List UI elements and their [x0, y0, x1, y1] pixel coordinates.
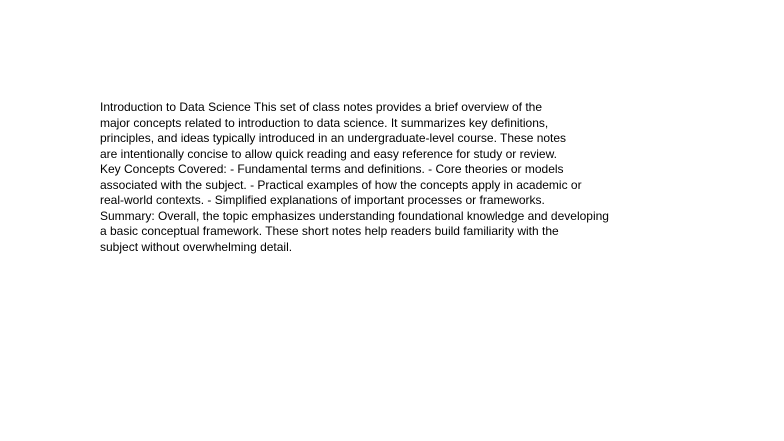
text-line-10: subject without overwhelming detail. — [100, 239, 293, 254]
text-line-2: major concepts related to introduction to data science. It summarizes key definitions, — [100, 115, 549, 130]
text-line-7: real-world contexts. - Simplified explanations of important processes or frameworks. — [100, 193, 545, 207]
text-line-4: are intentionally concise to allow quick reading and easy reference for study or review. — [100, 146, 557, 161]
text-line-1: Introduction to Data Science This set of class notes provides a brief overview of the — [100, 100, 543, 114]
text-line-8: Summary: Overall, the topic emphasizes understanding foundational knowledge and developing — [100, 208, 609, 223]
class-notes-text — [100, 100, 660, 255]
text-line-6: associated with the subject. - Practical examples of how the concepts apply in academic or — [100, 177, 582, 192]
text-line-5: Key Concepts Covered: - Fundamental terms and definitions. - Core theories or models — [100, 162, 564, 176]
text-line-3: principles, and ideas typically introduced in an undergraduate-level course. These notes — [100, 131, 567, 145]
text-line-9: a basic conceptual framework. These short notes help readers build familiarity with the — [100, 224, 559, 238]
